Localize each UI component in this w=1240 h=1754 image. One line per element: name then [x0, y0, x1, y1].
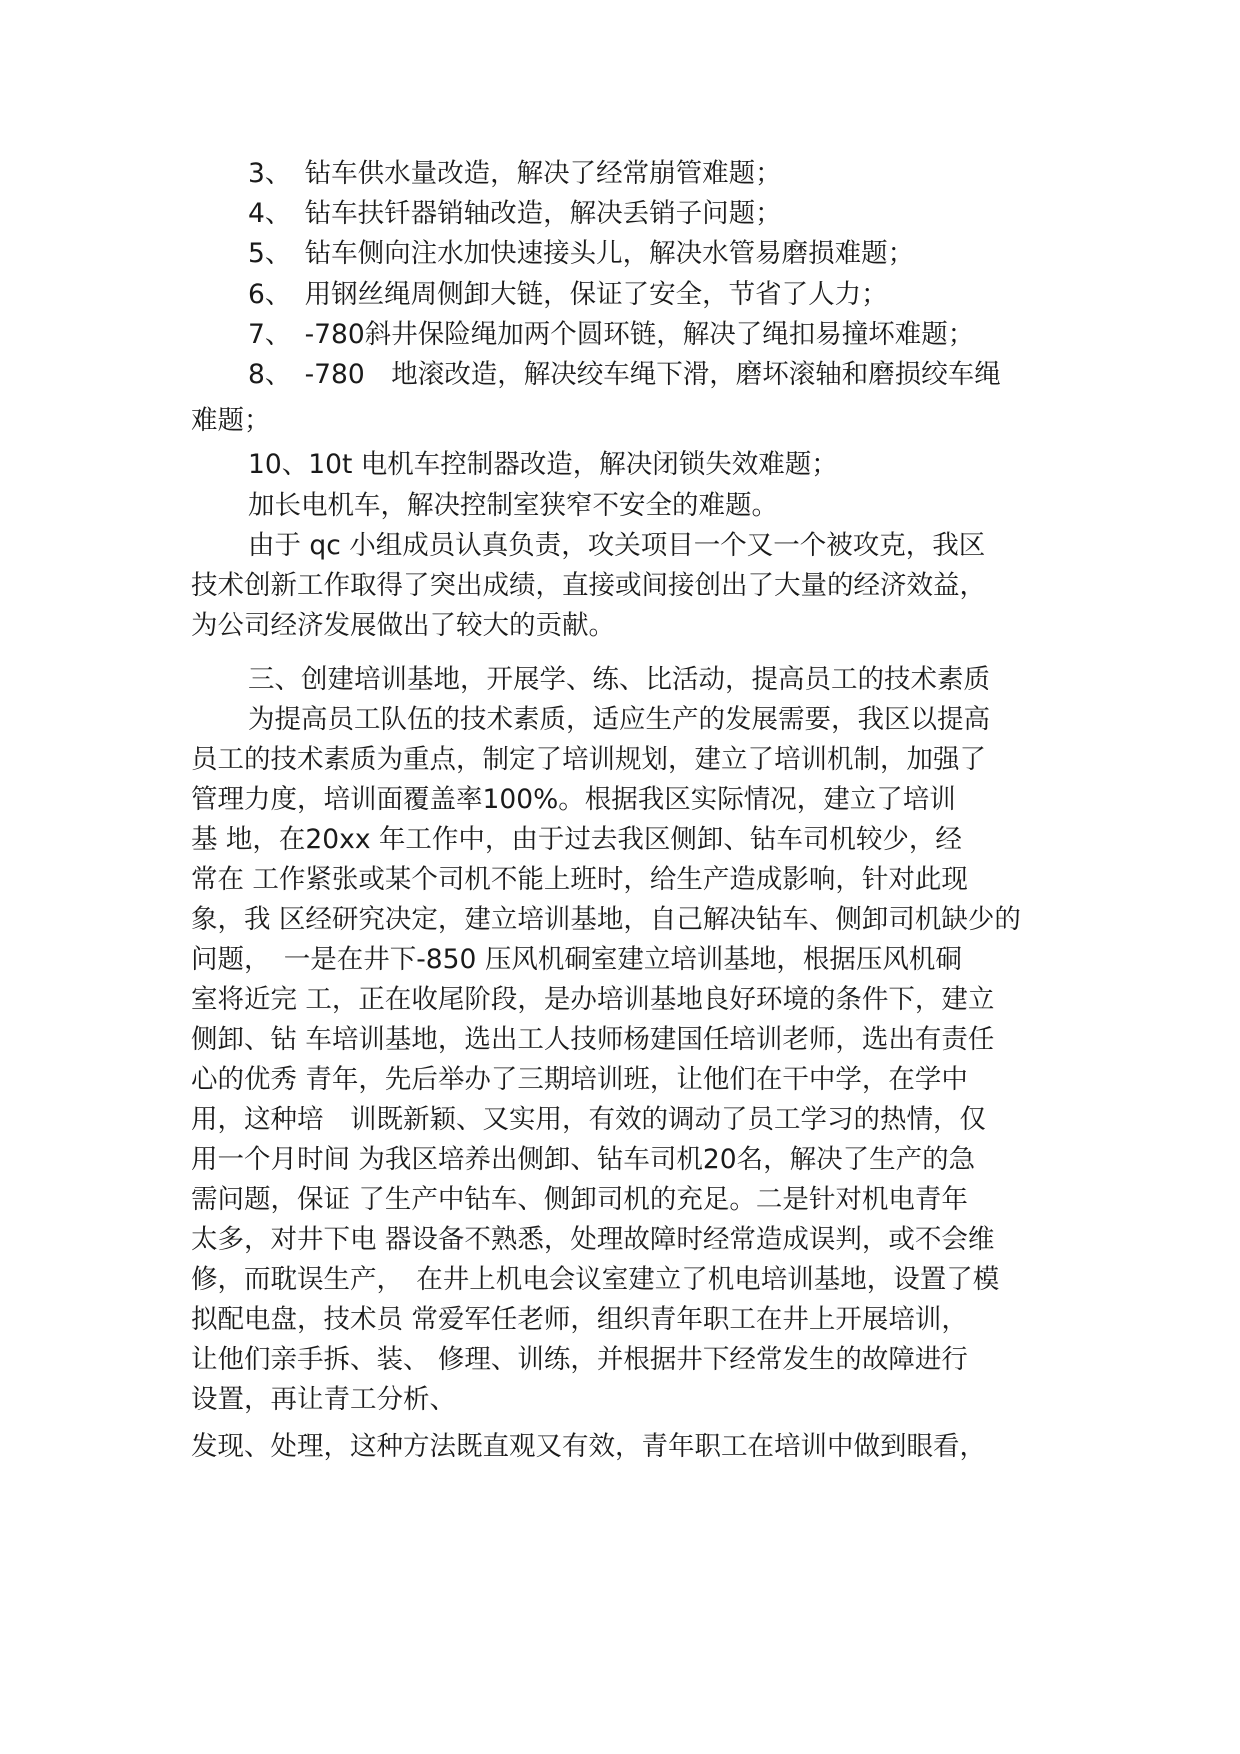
text-line-5: 7、 -780斜井保险绳加两个圆环链，解决了绳扣易撞坏难题；	[248, 319, 975, 350]
text-line-23: 心的优秀 青年，先后举办了三期培训班，让他们在干中学，在学中	[191, 1064, 968, 1095]
text-line-3: 5、 钻车侧向注水加快速接头儿，解决水管易磨损难题；	[248, 238, 915, 269]
text-line-2: 4、 钻车扶钎器销轴改造，解决丢销子问题；	[248, 198, 782, 229]
text-line-24: 用，这种培 训既新颖、又实用，有效的调动了员工学习的热情，仅	[191, 1104, 986, 1135]
text-line-12: 为公司经济发展做出了较大的贡献。	[191, 610, 615, 641]
text-line-29: 拟配电盘，技术员 常爱军任老师，组织青年职工在井上开展培训，	[191, 1304, 968, 1335]
text-line-6: 8、 -780 地滚改造，解决绞车绳下滑，磨坏滚轴和磨损绞车绳	[248, 359, 1001, 390]
text-line-30: 让他们亲手拆、装、 修理、训练，并根据井下经常发生的故障进行	[191, 1344, 968, 1375]
section-heading: 三、创建培训基地，开展学、练、比活动，提高员工的技术素质	[248, 664, 990, 695]
text-line-4: 6、 用钢丝绳周侧卸大链，保证了安全，节省了人力；	[248, 279, 888, 310]
text-line-31: 设置，再让青工分析、	[191, 1384, 456, 1415]
text-line-21: 室将近完 工，正在收尾阶段，是办培训基地良好环境的条件下，建立	[191, 984, 995, 1015]
text-line-17: 基 地，在20xx 年工作中，由于过去我区侧卸、钻车司机较少，经	[191, 824, 962, 855]
text-line-28: 修，而耽误生产， 在井上机电会议室建立了机电培训基地，设置了模	[191, 1264, 1000, 1295]
text-line-26: 需问题，保证 了生产中钻车、侧卸司机的充足。二是针对机电青年	[191, 1184, 968, 1215]
text-line-9: 加长电机车，解决控制室狭窄不安全的难题。	[248, 490, 778, 521]
text-line-20: 问题， 一是在井下-850 压风机硐室建立培训基地，根据压风机硐	[191, 944, 962, 975]
text-line-11: 技术创新工作取得了突出成绩，直接或间接创出了大量的经济效益，	[191, 570, 986, 601]
text-line-18: 常在 工作紧张或某个司机不能上班时，给生产造成影响，针对此现	[191, 864, 968, 895]
text-line-22: 侧卸、钻 车培训基地，选出工人技师杨建国任培训老师，选出有责任	[191, 1024, 995, 1055]
text-line-7: 难题；	[191, 405, 271, 436]
text-line-25: 用一个月时间 为我区培养出侧卸、钻车司机20名，解决了生产的急	[191, 1144, 976, 1175]
text-line-8: 10、10t 电机车控制器改造，解决闭锁失效难题；	[248, 449, 838, 480]
text-line-32: 发现、处理，这种方法既直观又有效，青年职工在培训中做到眼看，	[191, 1431, 986, 1462]
text-line-14: 为提高员工队伍的技术素质，适应生产的发展需要，我区以提高	[248, 704, 990, 735]
text-line-1: 3、 钻车供水量改造，解决了经常崩管难题；	[248, 158, 782, 189]
text-line-10: 由于 qc 小组成员认真负责，攻关项目一个又一个被攻克，我区	[248, 530, 986, 561]
text-line-19: 象，我 区经研究决定，建立培训基地，自己解决钻车、侧卸司机缺少的	[191, 904, 1021, 935]
text-line-16: 管理力度，培训面覆盖率100%。根据我区实际情况，建立了培训	[191, 784, 956, 815]
text-line-27: 太多，对井下电 器设备不熟悉，处理故障时经常造成误判，或不会维	[191, 1224, 995, 1255]
text-line-15: 员工的技术素质为重点，制定了培训规划，建立了培训机制，加强了	[191, 744, 986, 775]
